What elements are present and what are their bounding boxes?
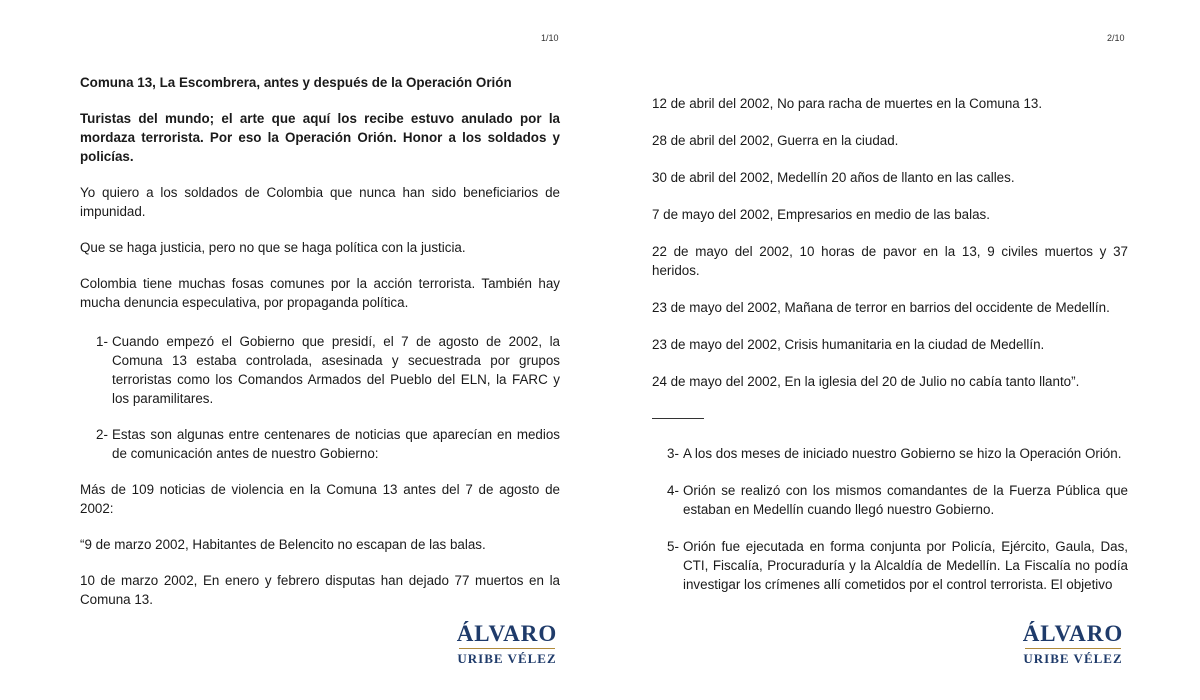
page-body <box>80 73 560 609</box>
paragraph: Más de 109 noticias de violencia en la Comuna 13 antes del 7 de agosto de 2002: <box>80 482 560 516</box>
item-text: Orión fue ejecutada en forma conjunta por Policía, Ejército, Gaula, Das, CTI, Fiscalía, Procuraduría y la Alcaldía de Medellín. La Fiscalía no podía investigar los crímenes allí cometidos por el control terrorista. El objetivo <box>683 539 1128 592</box>
item-number: 3- <box>667 446 679 461</box>
numbered-item <box>652 481 1128 519</box>
numbered-item <box>80 332 560 408</box>
logo-name: ÁLVARO <box>1022 621 1124 646</box>
page-number: 1/10 <box>541 33 559 43</box>
logo-name: ÁLVARO <box>456 621 558 646</box>
section-divider <box>652 418 704 419</box>
news-entry: 22 de mayo del 2002, 10 horas de pavor en la 13, 9 civiles muertos y 37 heridos. <box>652 244 1128 278</box>
logo-surname: URIBE VÉLEZ <box>1023 651 1123 666</box>
news-entry: 24 de mayo del 2002, En la iglesia del 20 de Julio no cabía tanto llanto”. <box>652 374 1080 389</box>
document-page-2 <box>600 0 1200 700</box>
paragraph: Que se haga justicia, pero no que se haga política con la justicia. <box>80 240 466 255</box>
item-number: 4- <box>667 483 679 498</box>
page-number: 2/10 <box>1107 33 1125 43</box>
item-text: Cuando empezó el Gobierno que presidí, el 7 de agosto de 2002, la Comuna 13 estaba controlada, asesinada y secuestrada por grupos terroristas como los Comandos Armados del Pueblo del ELN, la FARC y los paramilitares. <box>112 334 560 406</box>
logo-divider <box>1025 648 1121 649</box>
news-entry: 23 de mayo del 2002, Crisis humanitaria en la ciudad de Medellín. <box>652 337 1045 352</box>
item-number: 5- <box>667 539 679 554</box>
logo-surname: URIBE VÉLEZ <box>457 651 557 666</box>
item-number: 2- <box>96 427 108 442</box>
page-body <box>652 94 1128 594</box>
paragraph: Colombia tiene muchas fosas comunes por la acción terrorista. También hay mucha denuncia especulativa, por propaganda política. <box>80 276 560 310</box>
document-title: Comuna 13, La Escombrera, antes y después de la Operación Orión <box>80 75 512 90</box>
news-entry: 28 de abril del 2002, Guerra en la ciudad. <box>652 133 899 148</box>
news-entry: 12 de abril del 2002, No para racha de muertes en la Comuna 13. <box>652 96 1043 111</box>
document-subtitle: Turistas del mundo; el arte que aquí los recibe estuvo anulado por la mordaza terrorista. Por eso la Operación Orión. Honor a los soldados y policías. <box>80 111 560 164</box>
item-text: Estas son algunas entre centenares de noticias que aparecían en medios de comunicación antes de nuestro Gobierno: <box>112 427 560 461</box>
item-text: Orión se realizó con los mismos comandantes de la Fuerza Pública que estaban en Medellín cuando llegó nuestro Gobierno. <box>683 483 1128 517</box>
news-entry: 23 de mayo del 2002, Mañana de terror en barrios del occidente de Medellín. <box>652 300 1110 315</box>
numbered-item <box>80 425 560 463</box>
item-text: A los dos meses de iniciado nuestro Gobierno se hizo la Operación Orión. <box>683 446 1122 461</box>
paragraph: Yo quiero a los soldados de Colombia que nunca han sido beneficiarios de impunidad. <box>80 185 560 219</box>
logo-divider <box>459 648 555 649</box>
signature-logo <box>1021 622 1125 666</box>
item-number: 1- <box>96 334 108 349</box>
numbered-item <box>652 444 1128 463</box>
signature-logo <box>455 622 559 666</box>
numbered-item <box>652 537 1128 594</box>
news-entry: “9 de marzo 2002, Habitantes de Belencito no escapan de las balas. <box>80 537 486 552</box>
news-entry: 30 de abril del 2002, Medellín 20 años de llanto en las calles. <box>652 170 1015 185</box>
news-entry: 10 de marzo 2002, En enero y febrero disputas han dejado 77 muertos en la Comuna 13. <box>80 573 560 607</box>
news-entry: 7 de mayo del 2002, Empresarios en medio de las balas. <box>652 207 990 222</box>
